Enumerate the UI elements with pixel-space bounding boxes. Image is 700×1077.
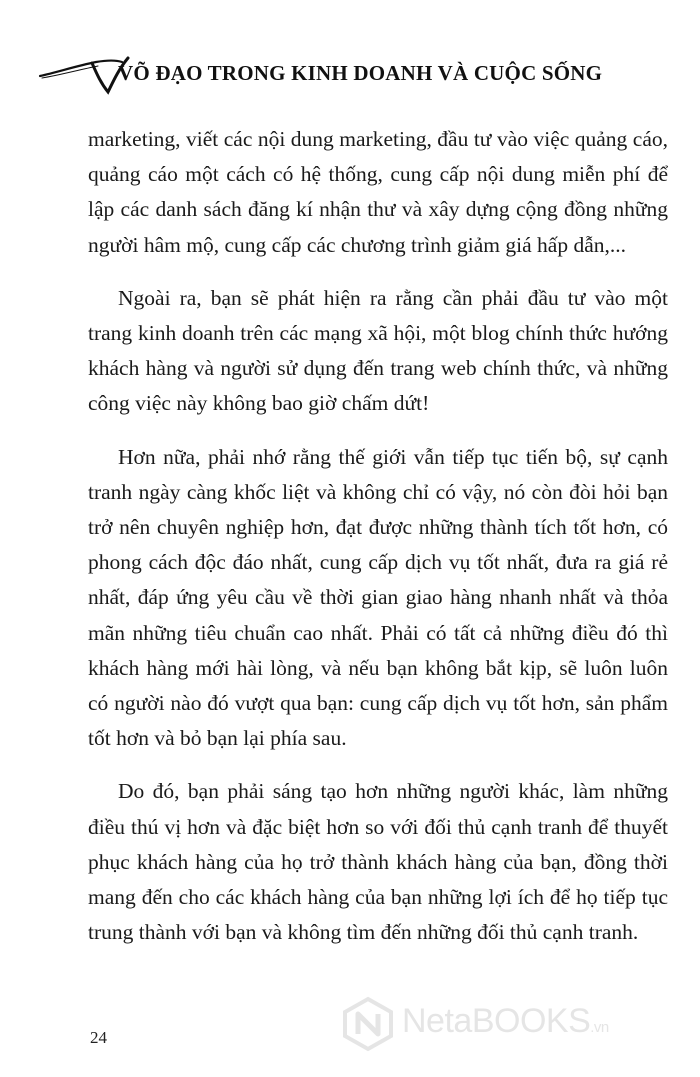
watermark — [340, 994, 680, 1054]
netabooks-logo-icon — [340, 996, 396, 1052]
watermark-text — [402, 1002, 609, 1041]
paragraph: marketing, viết các nội dung marketing, đầu tư vào việc quảng cáo, quảng cáo một cách có hệ thống, cung cấp nội dung miễn phí để lập các danh sách đăng kí nhận thư và xây dựng cộng đồng những người hâm mộ, cung cấp các chương trình giảm giá hấp dẫn,... — [88, 127, 668, 257]
running-header-title: VÕ ĐẠO TRONG KINH DOANH VÀ CUỘC SỐNG — [118, 61, 603, 85]
paragraph: Do đó, bạn phải sáng tạo hơn những người khác, làm những điều thú vị hơn và đặc biệt hơn so với đối thủ cạnh tranh để thuyết phục khách hàng của họ trở thành khách hàng của bạn, đồng thời mang đến cho các khách hàng của bạn những lợi ích để họ tiếp tục trung thành với bạn và không tìm đến những đối thủ cạnh tranh. — [88, 779, 668, 945]
watermark-brand: NetaBOOKS — [402, 1002, 591, 1040]
paragraph: Ngoài ra, bạn sẽ phát hiện ra rằng cần phải đầu tư vào một trang kinh doanh trên các mạng xã hội, một blog chính thức hướng khách hàng và người sử dụng đến trang web chính thức, và những công việc này không bao giờ chấm dứt! — [88, 285, 668, 416]
watermark-suffix: .vn — [590, 1019, 609, 1036]
running-header — [38, 48, 658, 98]
page-number: 24 — [90, 1028, 107, 1047]
body-text — [88, 122, 668, 968]
paragraph: Hơn nữa, phải nhớ rằng thế giới vẫn tiếp tục tiến bộ, sự cạnh tranh ngày càng khốc liệt và không chỉ có vậy, nó còn đòi hỏi bạn trở nên chuyên nghiệp hơn, đạt được những thành tích tốt hơn, có phong cách độc đáo nhất, cung cấp dịch vụ tốt nhất, đưa ra giá rẻ nhất, đáp ứng yêu cầu về thời gian giao hàng nhanh nhất và thỏa mãn những tiêu chuẩn cao nhất. Phải có tất cả những điều đó thì khách hàng mới hài lòng, và nếu bạn không bắt kịp, sẽ luôn luôn có người nào đó vượt qua bạn: cung cấp dịch vụ tốt hơn, sản phẩm tốt hơn và bỏ bạn lại phía sau. — [88, 444, 668, 751]
